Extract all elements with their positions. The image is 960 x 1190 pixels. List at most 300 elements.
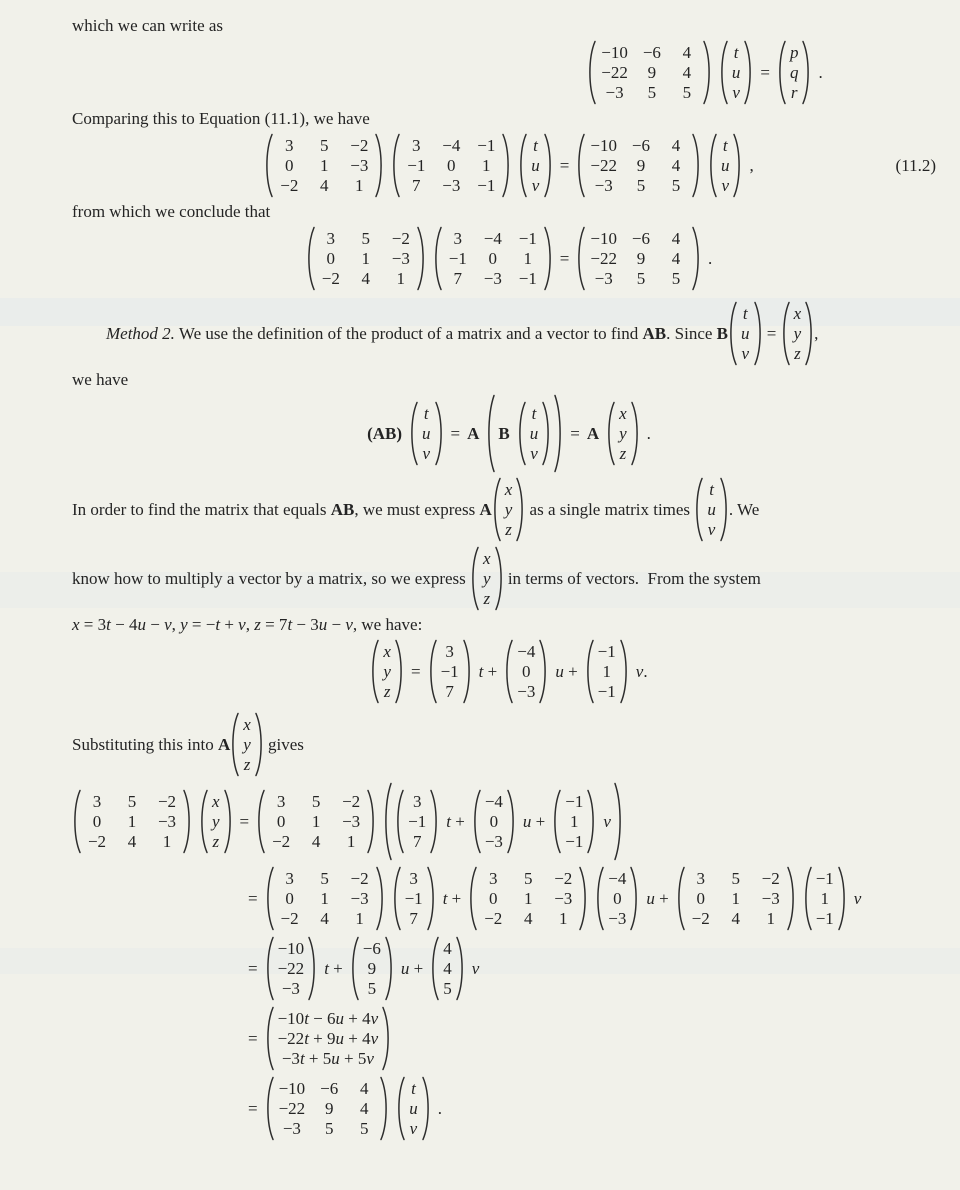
math-text: We use the definition of the product of a matrix and a vector to find — [174, 323, 643, 343]
matrix-cell: −3 — [483, 268, 502, 288]
matrix-cell: 3 — [696, 868, 705, 888]
matrix-cell: 3 — [412, 135, 421, 155]
vector-entry: −1 — [597, 641, 616, 661]
vector-entry: z — [383, 681, 391, 701]
derivation-line — [248, 866, 946, 931]
vector-entry: 1 — [602, 661, 611, 681]
matrix-cell: 0 — [447, 155, 456, 175]
right-paren-glyph — [743, 40, 753, 105]
math-text: we have — [72, 370, 129, 389]
paragraph — [72, 712, 946, 777]
left-paren-glyph — [72, 789, 82, 854]
equation-row — [306, 226, 712, 291]
column-vector — [781, 301, 815, 366]
matrix — [265, 866, 385, 931]
matrix-grid — [443, 229, 543, 289]
math-text: t + — [324, 958, 343, 978]
right-paren-glyph — [429, 789, 439, 854]
left-paren-glyph — [350, 936, 360, 1001]
left-paren-glyph — [433, 226, 443, 291]
derivation-line — [248, 936, 946, 1001]
matrix — [391, 133, 511, 198]
left-paren-glyph — [504, 639, 514, 704]
left-paren-glyph — [383, 782, 393, 861]
matrix-cell: 5 — [359, 1118, 369, 1138]
matrix-cell: 4 — [127, 831, 137, 851]
matrix-cell: −1 — [518, 268, 537, 288]
matrix-grid — [274, 136, 374, 196]
right-paren-glyph — [494, 546, 504, 611]
left-paren-glyph — [468, 866, 478, 931]
matrix — [256, 789, 376, 854]
vector-entry: u — [707, 499, 716, 519]
right-paren-glyph — [421, 1076, 431, 1141]
math-text: as a single matrix times — [525, 499, 695, 519]
vector-entry: z — [243, 754, 251, 774]
right-paren-glyph — [462, 639, 472, 704]
matrix-cell: 9 — [647, 62, 657, 82]
matrix-grid — [401, 136, 501, 196]
vector-column — [595, 642, 619, 702]
matrix-cell: −3 — [761, 888, 780, 908]
math-text: v — [853, 888, 862, 908]
display-equation — [72, 133, 946, 198]
vector-entry: x — [243, 714, 251, 734]
left-paren-glyph — [587, 40, 597, 105]
vector-entry: y — [619, 423, 627, 443]
matrix-cell: 3 — [276, 791, 286, 811]
vector-entry: t — [722, 135, 728, 155]
matrix-cell: 1 — [482, 155, 491, 175]
paragraph — [72, 109, 946, 129]
vector-entry: u — [720, 155, 730, 175]
left-paren-glyph — [777, 40, 787, 105]
math-text: Comparing this to Equation (11.1), we have — [72, 109, 370, 128]
matrix-cell: 0 — [92, 811, 102, 831]
vector-entry: z — [212, 831, 220, 851]
matrix-cell: −3 — [350, 155, 369, 175]
math-text: t + — [442, 888, 462, 908]
vector-entry: u — [422, 423, 431, 443]
matrix-cell: 1 — [320, 888, 329, 908]
vector-entry: y — [383, 661, 391, 681]
vector-entry: −3 — [608, 908, 627, 928]
matrix-cell: 0 — [285, 155, 294, 175]
matrix-cell: 4 — [359, 1078, 369, 1098]
math-text: t + — [478, 661, 498, 681]
column-vector — [803, 866, 847, 931]
display-equation — [72, 394, 946, 473]
vector-entry: z — [619, 443, 627, 463]
matrix-cell: −4 — [483, 228, 502, 248]
vector-entry: u — [529, 423, 539, 443]
matrix-grid — [316, 229, 416, 289]
vector-entry: v — [707, 519, 716, 539]
right-paren-glyph — [384, 936, 394, 1001]
left-paren-glyph — [430, 936, 440, 1001]
right-paren-glyph — [553, 394, 563, 473]
column-vector — [409, 401, 444, 466]
matrix-cell: 5 — [127, 791, 137, 811]
vector-entry: 9 — [367, 958, 377, 978]
left-paren-glyph — [199, 789, 209, 854]
bold-math-symbol: AB — [642, 323, 667, 343]
matrix-cell: 5 — [647, 82, 657, 102]
vector-column — [616, 404, 630, 464]
vector-entry: −1 — [815, 868, 834, 888]
column-vector — [517, 401, 552, 466]
vector-column — [514, 642, 538, 702]
matrix-cell: 9 — [324, 1098, 334, 1118]
matrix-cell: 5 — [636, 175, 646, 195]
vector-entry: z — [794, 343, 801, 363]
vector-entry: u — [531, 155, 540, 175]
matrix-cell: 4 — [671, 228, 681, 248]
column-vector — [585, 639, 629, 704]
matrix-cell: 4 — [731, 908, 740, 928]
matrix-cell: 5 — [524, 868, 533, 888]
matrix-cell: 5 — [320, 135, 329, 155]
matrix-cell: 1 — [320, 155, 329, 175]
right-paren-glyph — [786, 866, 796, 931]
matrix-cell: 5 — [324, 1118, 334, 1138]
column-vector — [552, 789, 596, 854]
math-text: , — [749, 155, 754, 175]
column-vector — [430, 936, 465, 1001]
vector-column — [791, 304, 805, 364]
left-paren-glyph — [486, 394, 496, 473]
matrix-grid — [597, 43, 702, 103]
matrix — [265, 1076, 390, 1141]
vector-entry: 5 — [443, 978, 452, 998]
vector-entry: y — [483, 568, 491, 588]
matrix-cell: −22 — [590, 248, 617, 268]
vector-entry: v — [530, 443, 538, 463]
matrix-cell: −6 — [642, 42, 661, 62]
left-paren-glyph — [517, 401, 527, 466]
math-text: = — [762, 323, 781, 343]
right-paren-glyph — [374, 133, 384, 198]
matrix-cell: −22 — [590, 155, 617, 175]
bold-math-symbol: B — [498, 423, 510, 443]
matrix-cell: 5 — [682, 82, 692, 102]
math-text: . — [437, 1098, 442, 1118]
matrix-cell: 5 — [671, 175, 681, 195]
left-paren-glyph — [392, 866, 402, 931]
math-text: = — [248, 1098, 258, 1118]
math-text: u + — [555, 661, 578, 681]
vector-entry: 7 — [409, 908, 418, 928]
vector-column — [718, 136, 733, 196]
left-paren-glyph — [428, 639, 438, 704]
right-paren-glyph — [691, 226, 701, 291]
vector-column — [209, 792, 223, 852]
vector-entry: −1 — [404, 888, 423, 908]
left-paren-glyph — [518, 133, 528, 198]
vector-entry: v — [422, 443, 431, 463]
math-text: = — [248, 958, 258, 978]
vector-column — [402, 869, 426, 929]
matrix-cell: −2 — [280, 908, 299, 928]
bold-math-symbol: B — [716, 323, 729, 343]
vector-column — [704, 480, 719, 540]
matrix-cell: 4 — [671, 248, 681, 268]
math-text: . Since — [666, 323, 717, 343]
column-vector — [708, 133, 743, 198]
math-text: x = 3t − 4u − v, y = −t + v, z = 7t − 3u − v — [72, 615, 353, 634]
equation-number: (11.2) — [895, 155, 936, 175]
column-vector — [396, 1076, 431, 1141]
vector-entry: u — [731, 62, 741, 82]
matrix-cell: 5 — [731, 868, 740, 888]
column-vector — [392, 866, 436, 931]
right-paren-glyph — [538, 639, 548, 704]
matrix-cell: 3 — [92, 791, 102, 811]
vector-entry: q — [789, 62, 799, 82]
matrix-cell: 5 — [671, 268, 681, 288]
right-paren-glyph — [394, 639, 404, 704]
vector-entry: −4 — [517, 641, 536, 661]
vector-entry: 0 — [489, 811, 499, 831]
right-paren-glyph — [416, 226, 426, 291]
vector-entry: y — [243, 734, 251, 754]
right-paren-glyph — [691, 133, 701, 198]
right-paren-glyph — [366, 789, 376, 854]
matrix-cell: −3 — [350, 888, 369, 908]
matrix-cell: −2 — [272, 831, 291, 851]
math-text: gives — [263, 734, 304, 754]
vector-column — [240, 715, 254, 775]
display-equation — [72, 639, 946, 704]
matrix-cell: −3 — [442, 175, 461, 195]
derivation-line — [248, 1076, 946, 1141]
left-paren-glyph — [585, 639, 595, 704]
matrix-cell: −10 — [590, 135, 617, 155]
left-paren-glyph — [781, 301, 791, 366]
matrix-cell: 1 — [355, 908, 364, 928]
matrix — [468, 866, 588, 931]
right-paren-glyph — [506, 789, 516, 854]
vector-entry: 7 — [412, 831, 422, 851]
left-paren-glyph — [230, 712, 240, 777]
right-paren-glyph — [182, 789, 192, 854]
matrix-cell: 1 — [127, 811, 137, 831]
matrix-grid — [275, 1079, 380, 1139]
column-vector — [199, 789, 233, 854]
matrix-cell: −10 — [590, 228, 617, 248]
vector-entry: −1 — [565, 791, 584, 811]
left-paren-glyph — [803, 866, 813, 931]
left-paren-glyph — [606, 401, 616, 466]
vector-entry: −10t − 6u + 4v — [277, 1008, 379, 1028]
vector-column — [405, 792, 429, 852]
vector-column — [440, 939, 455, 999]
matrix-cell: −2 — [280, 175, 299, 195]
left-paren-glyph — [256, 789, 266, 854]
matrix-cell: −1 — [518, 228, 537, 248]
paren-group — [383, 782, 623, 861]
paragraph — [72, 370, 946, 390]
matrix-cell: 0 — [326, 248, 336, 268]
matrix-cell: 1 — [731, 888, 740, 908]
vector-entry: 3 — [412, 791, 422, 811]
matrix-cell: −6 — [320, 1078, 339, 1098]
vector-entry: v — [741, 343, 750, 363]
vector-entry: u — [409, 1098, 418, 1118]
vector-entry: v — [721, 175, 729, 195]
left-paren-glyph — [265, 866, 275, 931]
matrix-cell: −2 — [484, 908, 503, 928]
math-text: in terms of vectors. From the system — [503, 568, 761, 588]
vector-entry: x — [793, 303, 802, 323]
right-paren-glyph — [804, 301, 814, 366]
matrix — [676, 866, 796, 931]
matrix-cell: 3 — [285, 135, 294, 155]
vector-column — [419, 404, 434, 464]
math-text: u + — [646, 888, 669, 908]
vector-column — [480, 549, 494, 609]
right-paren-glyph — [629, 866, 639, 931]
matrix-grid — [478, 869, 578, 929]
vector-entry: −6 — [362, 938, 381, 958]
matrix-cell: 9 — [636, 248, 646, 268]
vector-entry: 0 — [613, 888, 622, 908]
right-paren-glyph — [753, 301, 763, 366]
column-vector — [472, 789, 516, 854]
matrix-cell: −2 — [391, 228, 410, 248]
vector-entry: −1 — [815, 908, 834, 928]
matrix-cell: 1 — [559, 908, 568, 928]
vector-column — [482, 792, 506, 852]
vector-column — [360, 939, 384, 999]
vector-entry: −4 — [484, 791, 503, 811]
vector-entry: t — [531, 403, 537, 423]
paragraph — [72, 546, 946, 611]
paragraph — [72, 16, 946, 36]
left-paren-glyph — [595, 866, 605, 931]
paren-group-content — [393, 789, 613, 854]
vector-entry: −3 — [517, 681, 536, 701]
matrix-cell: 4 — [311, 831, 321, 851]
math-text: = — [559, 155, 570, 175]
vector-entry: x — [483, 548, 491, 568]
matrix-cell: −1 — [477, 135, 496, 155]
right-paren-glyph — [434, 401, 444, 466]
math-text: v. — [635, 661, 648, 681]
left-paren-glyph — [409, 401, 419, 466]
vector-entry: x — [383, 641, 391, 661]
matrix-cell: 0 — [696, 888, 705, 908]
matrix — [433, 226, 553, 291]
vector-entry: −4 — [608, 868, 627, 888]
column-vector — [719, 40, 754, 105]
vector-entry: −1 — [597, 681, 616, 701]
matrix-grid — [266, 792, 366, 852]
matrix-grid — [82, 792, 182, 852]
left-paren-glyph — [694, 477, 704, 542]
math-text: . — [818, 62, 823, 82]
matrix-cell: 0 — [285, 888, 294, 908]
matrix-cell: −2 — [157, 791, 177, 811]
vector-entry: −1 — [565, 831, 584, 851]
left-paren-glyph — [370, 639, 380, 704]
vector-entry: v — [732, 82, 740, 102]
vector-column — [562, 792, 586, 852]
right-paren-glyph — [543, 133, 553, 198]
matrix-cell: 0 — [489, 888, 498, 908]
left-paren-glyph — [576, 133, 586, 198]
math-text: , we must express — [354, 499, 480, 519]
vector-entry: x — [504, 479, 513, 499]
matrix — [576, 133, 701, 198]
vector-entry: 1 — [820, 888, 829, 908]
matrix-cell: −2 — [350, 868, 369, 888]
matrix-grid — [275, 869, 375, 929]
right-paren-glyph — [719, 477, 729, 542]
column-vector — [395, 789, 439, 854]
right-paren-glyph — [223, 789, 233, 854]
vector-entry: 0 — [522, 661, 531, 681]
right-paren-glyph — [801, 40, 811, 105]
matrix-cell: −2 — [87, 831, 107, 851]
vector-entry: −10 — [277, 938, 305, 958]
vector-entry: t — [423, 403, 429, 423]
matrix-grid — [586, 136, 691, 196]
left-paren-glyph — [265, 936, 275, 1001]
display-equation — [72, 226, 946, 291]
matrix-cell: 1 — [523, 248, 533, 268]
vector-entry: y — [793, 323, 802, 343]
right-paren-glyph — [543, 226, 553, 291]
matrix-cell: 1 — [361, 248, 371, 268]
paragraph — [72, 477, 946, 542]
matrix-cell: 3 — [285, 868, 294, 888]
matrix-cell: −22 — [601, 62, 628, 82]
math-text: . We — [728, 499, 760, 519]
matrix-cell: 4 — [524, 908, 533, 928]
matrix-cell: −2 — [761, 868, 780, 888]
column-vector — [470, 546, 504, 611]
matrix-cell: 4 — [671, 155, 681, 175]
vector-column — [729, 43, 744, 103]
column-vector — [606, 401, 640, 466]
vector-entry: −22t + 9u + 4v — [277, 1028, 379, 1048]
matrix-cell: 4 — [682, 62, 692, 82]
matrix-cell: 4 — [361, 268, 371, 288]
math-text: = — [239, 811, 250, 831]
right-paren-glyph — [381, 1006, 391, 1071]
left-paren-glyph — [472, 789, 482, 854]
matrix-grid — [586, 229, 691, 289]
matrix-cell: 3 — [453, 228, 463, 248]
column-vector — [265, 936, 318, 1001]
math-text: = — [450, 423, 461, 443]
matrix — [306, 226, 426, 291]
matrix-cell: −6 — [631, 135, 651, 155]
vector-entry: 3 — [409, 868, 418, 888]
right-paren-glyph — [837, 866, 847, 931]
math-text: t + — [446, 811, 465, 831]
left-paren-glyph — [576, 226, 586, 291]
vector-entry: u — [741, 323, 750, 343]
matrix — [72, 789, 192, 854]
vector-entry: v — [531, 175, 540, 195]
vector-entry: −22 — [277, 958, 305, 978]
matrix-grid — [686, 869, 786, 929]
column-vector — [518, 133, 553, 198]
vector-entry: −3t + 5u + 5v — [281, 1048, 374, 1068]
vector-entry: t — [533, 135, 538, 155]
